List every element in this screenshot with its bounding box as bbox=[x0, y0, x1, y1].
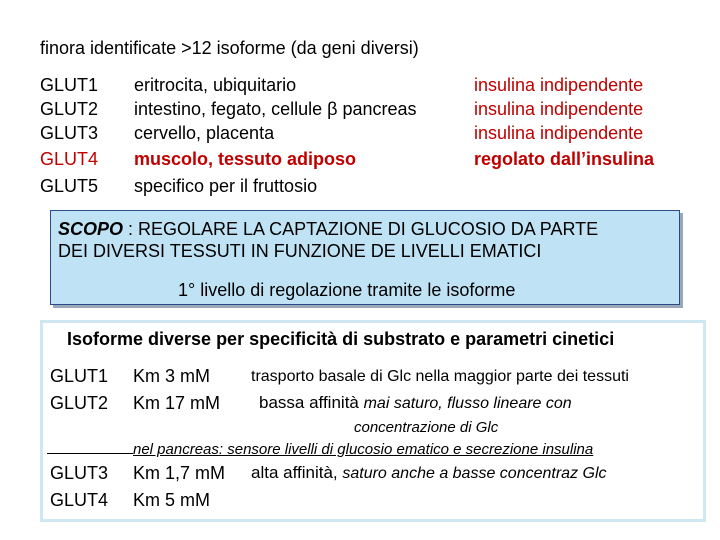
isoform-tissue: intestino, fegato, cellule β pancreas bbox=[134, 99, 417, 119]
isoform-tissue: cervello, placenta bbox=[134, 123, 275, 143]
isoform-row bbox=[0, 176, 720, 200]
glut3-note: saturo anche a basse concentraz Glc bbox=[342, 465, 607, 482]
isoform-name: GLUT1 bbox=[40, 75, 99, 95]
isoform-name: GLUT2 bbox=[40, 99, 99, 119]
isoform-tissue: specifico per il fruttosio bbox=[134, 176, 318, 196]
glut4-km: Km 5 mM bbox=[133, 490, 211, 510]
glut2-description bbox=[259, 393, 572, 413]
isoform-tissue: muscolo, tessuto adiposo bbox=[134, 149, 357, 169]
isoform-row-highlighted bbox=[0, 149, 720, 173]
scopo-text: : REGOLARE LA CAPTAZIONE DI GLUCOSIO DA PARTE bbox=[123, 219, 599, 239]
glut2-km: Km 17 mM bbox=[133, 393, 221, 413]
isoform-name: GLUT3 bbox=[40, 123, 99, 143]
scopo-line bbox=[58, 219, 598, 240]
glut1-name: GLUT1 bbox=[50, 366, 109, 386]
glut2-pancreas-text: nel pancreas: sensore livelli di glucosio ematico e secrezione insulina bbox=[133, 441, 594, 458]
kinetics-title: Isoforme diverse per specificità di substrato e parametri cinetici bbox=[67, 329, 615, 349]
glut2-pancreas-line bbox=[47, 439, 593, 458]
glut3-name: GLUT3 bbox=[50, 463, 109, 483]
blank-underline bbox=[47, 439, 133, 454]
isoform-row bbox=[0, 75, 720, 99]
glut2-affinity: bassa affinità bbox=[259, 393, 364, 412]
isoform-tissue: eritrocita, ubiquitario bbox=[134, 75, 297, 95]
isoform-regulation: insulina indipendente bbox=[474, 123, 644, 143]
glut3-description bbox=[251, 463, 607, 483]
slide-title: finora identificate >12 isoforme (da geni diversi) bbox=[40, 38, 419, 58]
isoform-regulation: insulina indipendente bbox=[474, 99, 644, 119]
glut2-note: mai saturo, flusso lineare con bbox=[363, 395, 572, 412]
isoform-row bbox=[0, 123, 720, 147]
isoform-name: GLUT5 bbox=[40, 176, 99, 196]
scopo-line-2: DEI DIVERSI TESSUTI IN FUNZIONE DE LIVELLI EMATICI bbox=[58, 241, 542, 261]
glut4-name: GLUT4 bbox=[50, 490, 109, 510]
isoform-regulation: regolato dall’insulina bbox=[474, 149, 655, 169]
scopo-keyword: SCOPO bbox=[58, 219, 124, 239]
glut1-km: Km 3 mM bbox=[133, 366, 211, 386]
glut3-km: Km 1,7 mM bbox=[133, 463, 226, 483]
isoform-row bbox=[0, 99, 720, 123]
scopo-regulation-level: 1° livello di regolazione tramite le isoforme bbox=[178, 280, 516, 300]
glut2-name: GLUT2 bbox=[50, 393, 109, 413]
isoform-regulation: insulina indipendente bbox=[474, 75, 644, 95]
glut2-description-line2: concentrazione di Glc bbox=[354, 419, 499, 436]
glut1-description: trasporto basale di Glc nella maggior parte dei tessuti bbox=[251, 368, 629, 385]
glut3-affinity: alta affinità, bbox=[251, 463, 343, 482]
isoform-name: GLUT4 bbox=[40, 149, 99, 169]
